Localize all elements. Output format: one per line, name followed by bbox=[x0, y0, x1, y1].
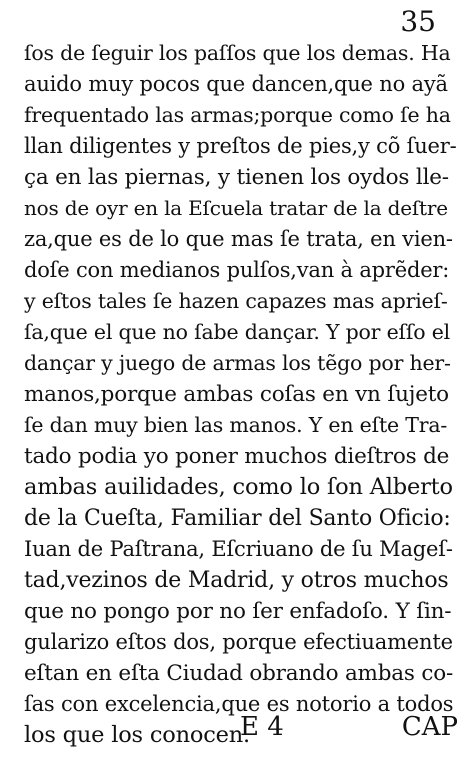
text-line-13: ſe dan muy bien las manos. Y en eſte Tra- bbox=[24, 413, 448, 437]
text-line-8: doſe con medianos pulſos,van à aprẽder: bbox=[24, 258, 450, 282]
signature-mark: E 4 bbox=[240, 712, 284, 742]
text-line-19: que no pongo por no ſer enfadoſo. Y ſin- bbox=[24, 599, 452, 624]
text-line-2: auido muy pocos que dancen,que no ayã bbox=[24, 72, 448, 96]
text-line-10: ſa,que el que no ſabe dançar. Y por eſſo el bbox=[24, 320, 451, 344]
text-line-23: los que los conocen. bbox=[24, 722, 250, 748]
text-line-12: manos,porque ambas coſas en vn ſujeto bbox=[24, 382, 449, 407]
text-line-4: llan diligentes y preſtos de pies,y cõ ſuer- bbox=[24, 134, 457, 158]
text-line-21: eſtan en eſta Ciudad obrando ambas co- bbox=[24, 661, 454, 686]
text-line-15: ambas auilidades, como lo ſon Alberto bbox=[24, 474, 453, 500]
text-line-9: y eſtos tales ſe hazen capazes mas aprieſ- bbox=[24, 289, 448, 313]
catchword: CAP bbox=[401, 712, 458, 742]
text-line-1: ſos de ſeguir los paſſos que los demas. Ha bbox=[24, 41, 451, 65]
text-line-3: frequentado las armas;porque como ſe ha bbox=[24, 103, 451, 127]
text-line-18: tad,vezinos de Madrid, y otros muchos bbox=[24, 568, 449, 593]
text-line-22: ſas con excelencia,que es notorio a todos bbox=[24, 692, 454, 716]
text-line-5: ça en las piernas, y tienen los oydos lle- bbox=[24, 165, 449, 190]
text-line-17: Iuan de Paſtrana, Eſcriuano de ſu Mageſ- bbox=[24, 537, 453, 561]
text-line-16: de la Cueſta, Familiar del Santo Oficio: bbox=[24, 506, 451, 531]
text-line-11: dançar y juego de armas los tẽgo por her- bbox=[24, 351, 451, 375]
text-line-20: gularizo eſtos dos, porque efectiuamente bbox=[24, 630, 453, 654]
text-line-6: nos de oyr en la Eſcuela tratar de la deſtre bbox=[24, 196, 448, 220]
body-text bbox=[24, 38, 456, 751]
text-line-7: za,que es de lo que mas ſe trata, en vien- bbox=[24, 227, 453, 251]
page-footer bbox=[0, 710, 472, 744]
text-line-14: tado podia yo poner muchos dieſtros de bbox=[24, 444, 450, 469]
page-number: 35 bbox=[400, 5, 436, 38]
